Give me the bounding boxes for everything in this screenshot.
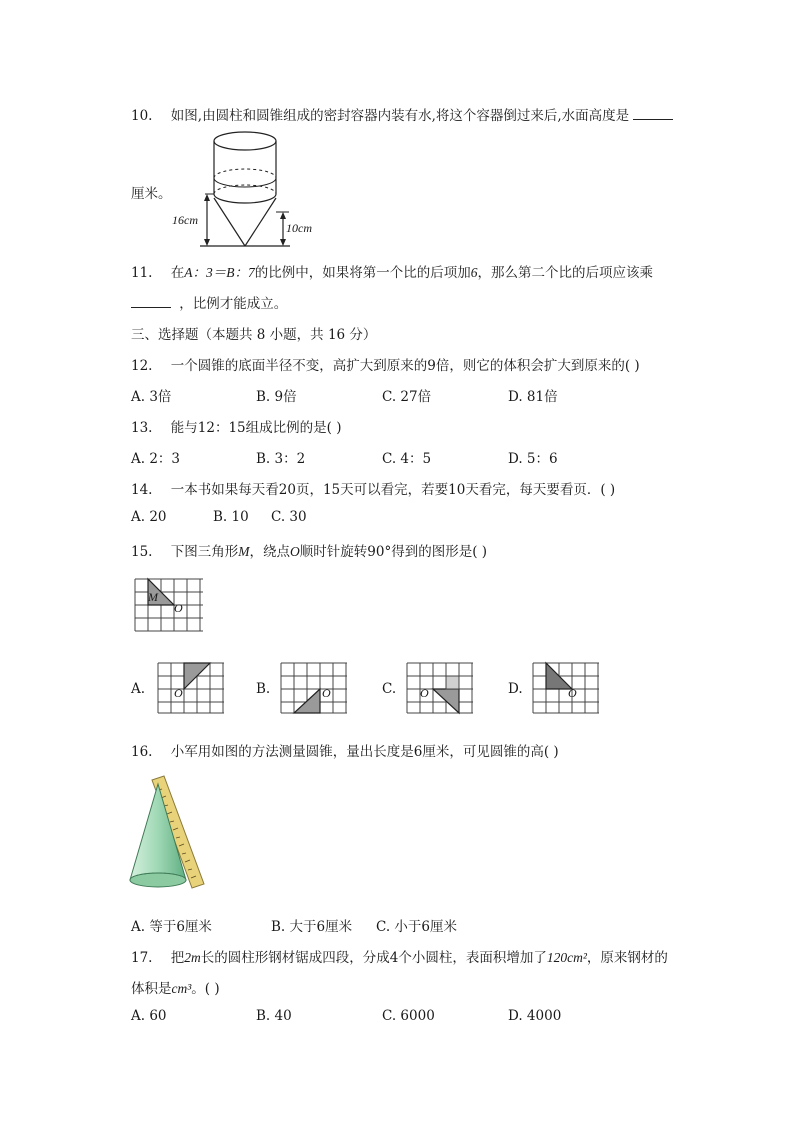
option-b[interactable]: B. 9倍: [256, 389, 297, 405]
option-a[interactable]: A.: [131, 681, 146, 697]
question-number: 17.: [131, 950, 153, 966]
option-c[interactable]: C. 小于6厘米: [376, 919, 458, 935]
question-text: 的比例中，如果将第一个比的后项加: [254, 265, 471, 281]
cylinder-cone-figure: [195, 128, 335, 253]
answer-blank: [633, 118, 673, 120]
math-value: cm³: [171, 981, 192, 996]
number: 6: [470, 265, 478, 280]
question-13: [131, 416, 341, 436]
question-text: 能与12：15组成比例的是( ): [170, 420, 342, 436]
question-number: 14.: [131, 482, 153, 498]
option-d[interactable]: D. 4000: [508, 1008, 562, 1024]
question-text: ，那么第二个比的后项应该乘: [477, 265, 654, 281]
question-11-line2: [131, 292, 287, 312]
question-text: 。( ): [191, 981, 220, 997]
label-O: O: [568, 686, 577, 700]
question-text: 把: [170, 950, 185, 966]
unit-text: 厘米。: [131, 186, 172, 202]
math-value: 120cm²: [546, 950, 587, 965]
question-17: [131, 946, 668, 966]
option-b[interactable]: B.: [256, 681, 271, 697]
option-c[interactable]: C.: [382, 681, 397, 697]
option-d-grid[interactable]: [531, 661, 601, 715]
question-text: 一本书如果每天看20页，15天可以看完，若要10天看完，每天要看页．( ): [170, 482, 616, 498]
option-a[interactable]: A. 3倍: [131, 389, 172, 405]
option-c-grid[interactable]: [405, 661, 475, 715]
dimension-right-label: 10cm: [286, 221, 312, 235]
question-number: 10.: [131, 108, 153, 124]
question-text: ，原来钢材的: [586, 950, 668, 966]
label-O: O: [322, 686, 331, 700]
question-11: [131, 261, 653, 281]
option-d[interactable]: D. 81倍: [508, 389, 558, 405]
question-text: 如图,由圆柱和圆锥组成的密封容器内装有水,将这个容器倒过来后,水面高度是: [170, 108, 630, 124]
question-text: 体积是: [131, 981, 172, 997]
question-text: 一个圆锥的底面半径不变，高扩大到原来的9倍，则它的体积会扩大到原来的( ): [170, 358, 640, 374]
dimension-left-label: 16cm: [172, 213, 198, 227]
label-M: M: [148, 590, 158, 604]
math-symbol: M: [238, 544, 250, 559]
option-b[interactable]: B. 3：2: [256, 451, 306, 467]
label-O: O: [174, 686, 183, 700]
option-a[interactable]: A. 20: [131, 509, 167, 525]
option-a-grid[interactable]: [156, 661, 226, 715]
question-16: [131, 740, 559, 760]
option-b[interactable]: B. 40: [256, 1008, 292, 1024]
option-d[interactable]: D. 5：6: [508, 451, 558, 467]
option-c[interactable]: C. 30: [271, 509, 307, 525]
option-b-grid[interactable]: [279, 661, 349, 715]
question-number: 13.: [131, 420, 153, 436]
label-O: O: [174, 601, 183, 615]
question-text: ，比例才能成立。: [179, 296, 288, 312]
option-a[interactable]: A. 等于6厘米: [131, 919, 212, 935]
question-number: 16.: [131, 744, 153, 760]
question-14: [131, 478, 615, 498]
label-O: O: [420, 686, 429, 700]
question-10: [131, 104, 673, 124]
question-15: [131, 540, 487, 560]
option-a[interactable]: A. 60: [131, 1008, 167, 1024]
grid-figure-main: [133, 577, 205, 633]
option-c[interactable]: C. 6000: [382, 1008, 435, 1024]
question-number: 15.: [131, 544, 153, 560]
option-d[interactable]: D.: [508, 681, 523, 697]
cone-ruler-figure: [128, 776, 208, 894]
question-number: 12.: [131, 358, 153, 374]
question-number: 11.: [131, 265, 153, 281]
answer-blank: [131, 306, 171, 308]
question-12: [131, 354, 640, 374]
question-text: 下图三角形: [170, 544, 239, 560]
math-value: 2m: [184, 950, 201, 965]
question-text: 在: [170, 265, 185, 281]
question-text: 长的圆柱形钢材锯成四段，分成4个小圆柱，表面积增加了: [200, 950, 547, 966]
option-b[interactable]: B. 10: [213, 509, 249, 525]
section-title: 三、选择题（本题共 8 小题，共 16 分）: [131, 327, 377, 343]
question-text: 小军用如图的方法测量圆锥，量出长度是6厘米，可见圆锥的高( ): [170, 744, 559, 760]
option-c[interactable]: C. 27倍: [382, 389, 432, 405]
math-symbol: O: [290, 544, 300, 559]
option-c[interactable]: C. 4：5: [382, 451, 432, 467]
question-text: 顺时针旋转90°得到的图形是( ): [299, 544, 488, 560]
option-b[interactable]: B. 大于6厘米: [271, 919, 353, 935]
question-text: ，绕点: [249, 544, 291, 560]
question-17-line2: [131, 977, 220, 997]
option-a[interactable]: A. 2：3: [131, 451, 181, 467]
ratio-expression: A：3＝B：7: [184, 265, 255, 280]
